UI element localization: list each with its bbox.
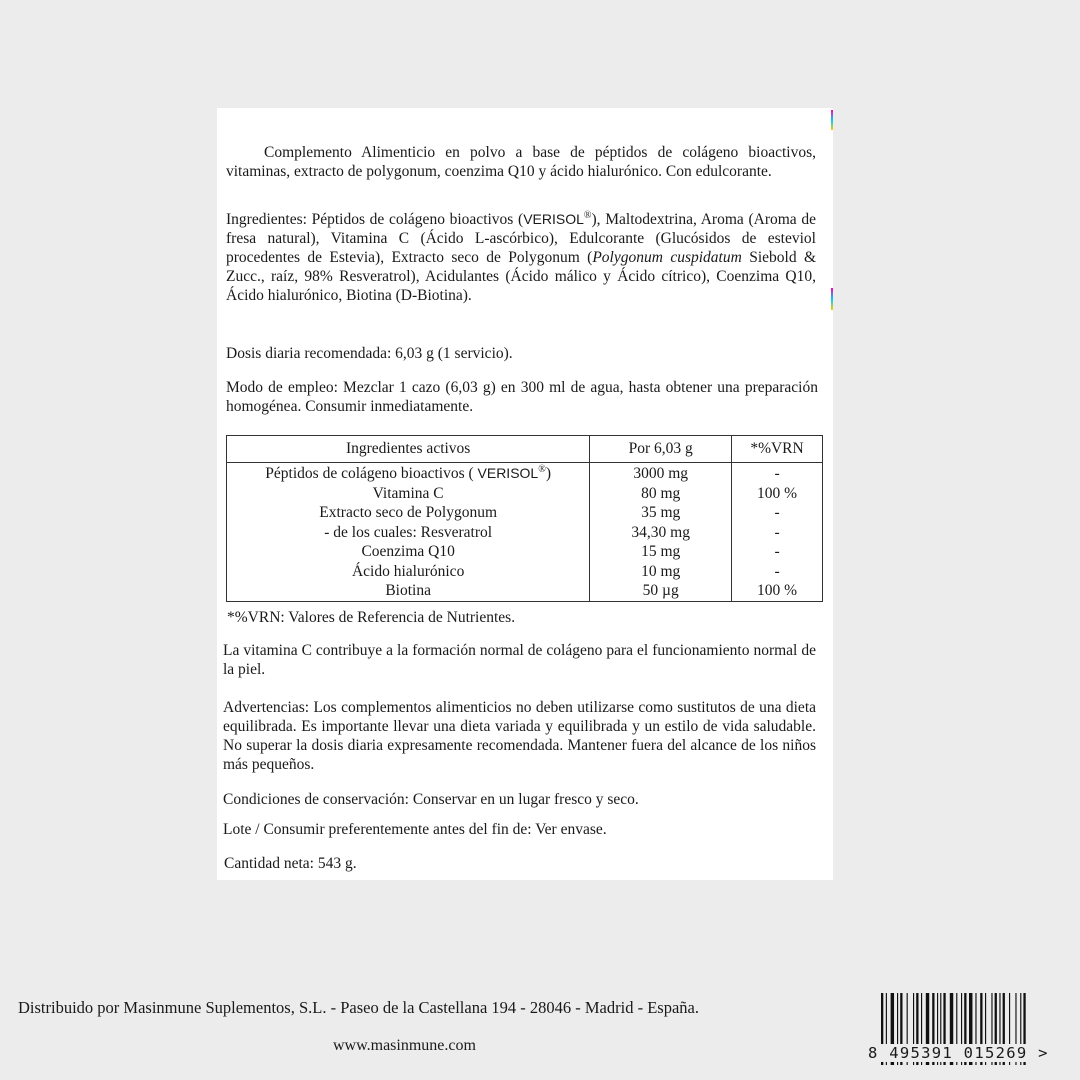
table-header-row bbox=[227, 436, 823, 463]
verisol-brand: VERISOL bbox=[477, 465, 539, 481]
table-header-amount: Por 6,03 g bbox=[590, 436, 732, 463]
vrn-note: *%VRN: Valores de Referencia de Nutrientes. bbox=[227, 609, 516, 626]
verisol-brand: VERISOL bbox=[523, 211, 584, 227]
ingredients-suffix: Siebold & Zucc., raíz, 98% Resveratrol), Acidulantes (Ácido málico y Ácido cítrico), Coenzima Q10, Ácido hialurónico, Biotina (D-Biotina). bbox=[226, 249, 817, 304]
table-cell-name: Extracto seco de Polygonum bbox=[227, 503, 590, 523]
table-cell-vrn: 100 % bbox=[732, 484, 823, 504]
print-edge-mark bbox=[831, 110, 833, 130]
website-link[interactable]: www.masinmune.com bbox=[333, 1037, 476, 1054]
table-cell-name: Biotina bbox=[227, 581, 590, 601]
daily-dose: Dosis diaria recomendada: 6,03 g (1 servicio). bbox=[226, 345, 513, 362]
table-cell-name: Péptidos de colágeno bioactivos ( VERISOL®) bbox=[227, 463, 590, 484]
table-cell-amount: 34,30 mg bbox=[590, 523, 732, 543]
ingredients-list bbox=[226, 210, 816, 305]
ingredients-prefix: Ingredientes: Péptidos de colágeno bioactivos ( bbox=[226, 211, 524, 228]
table-cell-vrn: - bbox=[732, 503, 823, 523]
table-header-ingredients: Ingredientes activos bbox=[227, 436, 590, 463]
table-cell-name: Ácido hialurónico bbox=[227, 562, 590, 582]
nutrition-table bbox=[226, 435, 823, 602]
table-cell-amount: 3000 mg bbox=[590, 463, 732, 484]
distributor-info: Distribuido por Masinmune Suplementos, S.L. - Paseo de la Castellana 194 - 28046 - Madrid - España. bbox=[18, 998, 699, 1017]
table-cell-name: Coenzima Q10 bbox=[227, 542, 590, 562]
table-cell-vrn: - bbox=[732, 463, 823, 484]
product-description: Complemento Alimenticio en polvo a base de péptidos de colágeno bioactivos, vitaminas, extracto de polygonum, coenzima Q10 y ácido hialurónico. Con edulcorante. bbox=[226, 144, 816, 180]
table-cell-vrn: - bbox=[732, 542, 823, 562]
ingredients-mid: ), Maltodextrina, Aroma (Aroma de fresa natural), Vitamina C (Ácido L-ascórbico), Edulcorante (Glucósidos de esteviol procedentes de Estevia), Extracto seco de Polygonum ( bbox=[226, 211, 816, 266]
warnings: Advertencias: Los complementos alimenticios no deben utilizarse como sustitutos de una dieta equilibrada. Es importante llevar una dieta variada y equilibrada y un estilo de vida saludable. No superar la dosis diaria expresamente recomendada. Mantener fuera del alcance de los niños más pequeños. bbox=[223, 699, 816, 773]
table-row bbox=[227, 463, 823, 484]
table-cell-amount: 10 mg bbox=[590, 562, 732, 582]
table-cell-name: - de los cuales: Resveratrol bbox=[227, 523, 590, 543]
table-row bbox=[227, 542, 823, 562]
usage-instructions: Modo de empleo: Mezclar 1 cazo (6,03 g) en 300 ml de agua, hasta obtener una preparación homogénea. Consumir inmediatamente. bbox=[226, 379, 818, 415]
table-cell-vrn: - bbox=[732, 562, 823, 582]
table-cell-vrn: 100 % bbox=[732, 581, 823, 601]
table-cell-amount: 35 mg bbox=[590, 503, 732, 523]
table-cell-amount: 50 µg bbox=[590, 581, 732, 601]
table-cell-vrn: - bbox=[732, 523, 823, 543]
product-label bbox=[217, 108, 833, 880]
lot-expiry: Lote / Consumir preferentemente antes del fin de: Ver envase. bbox=[223, 821, 607, 838]
net-quantity: Cantidad neta: 543 g. bbox=[224, 855, 357, 872]
table-cell-amount: 80 mg bbox=[590, 484, 732, 504]
ingredients-latin-name: Polygonum cuspidatum bbox=[592, 249, 742, 266]
table-row bbox=[227, 484, 823, 504]
table-row bbox=[227, 562, 823, 582]
table-row bbox=[227, 581, 823, 601]
storage-conditions: Condiciones de conservación: Conservar en un lugar fresco y seco. bbox=[223, 791, 639, 808]
table-row bbox=[227, 523, 823, 543]
table-row bbox=[227, 503, 823, 523]
health-claim: La vitamina C contribuye a la formación normal de colágeno para el funcionamiento normal de la piel. bbox=[223, 642, 816, 678]
registered-mark: ® bbox=[538, 463, 546, 475]
table-header-vrn: *%VRN bbox=[732, 436, 823, 463]
print-edge-mark bbox=[831, 288, 833, 310]
table-cell-amount: 15 mg bbox=[590, 542, 732, 562]
table-cell-name: Vitamina C bbox=[227, 484, 590, 504]
barcode-digits: 8 495391 015269 > bbox=[868, 1044, 1049, 1062]
registered-mark: ® bbox=[583, 209, 592, 221]
